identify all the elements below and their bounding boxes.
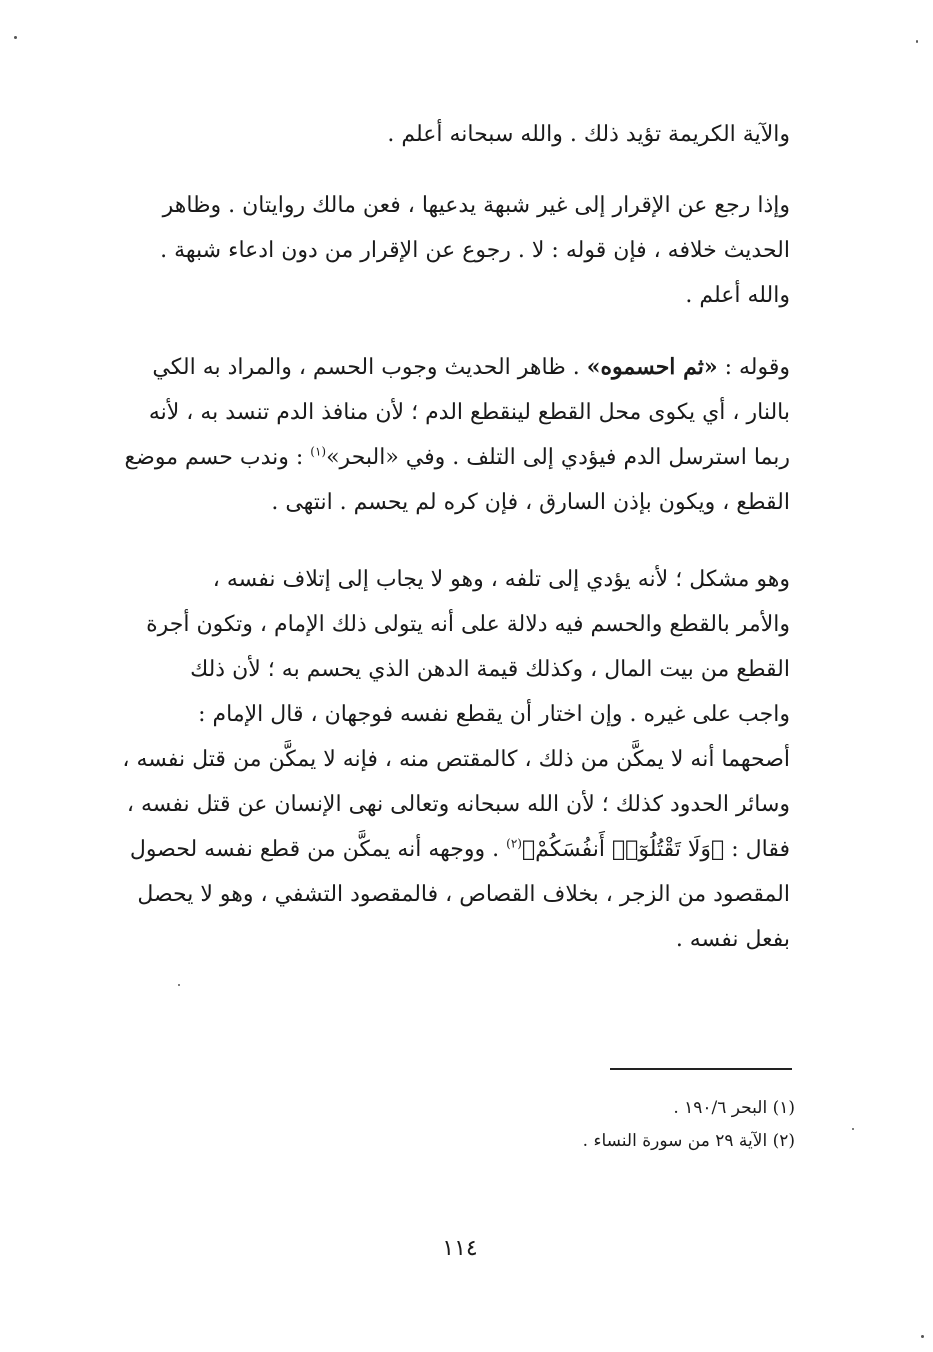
paragraph-2	[118, 183, 790, 318]
text-line: القطع من بيت المال ، وكذلك قيمة الدهن الذي يحسم به ؛ لأن ذلك	[190, 657, 790, 682]
footnotes	[400, 1092, 795, 1158]
footnote-1: (١) البحر ١٩٠/٦ .	[673, 1098, 795, 1118]
text-fragment: فقال :	[724, 837, 790, 862]
bold-phrase: «ثم احسموه»	[586, 354, 718, 380]
text-fragment: . ووجهه أنه يمكَّن من قطع نفسه لحصول	[129, 837, 507, 862]
page-number: ١١٤	[442, 1236, 478, 1261]
text-line: الحديث خلافه ، فإن قوله : لا . رجوع عن الإقرار من دون ادعاء شبهة .	[160, 238, 790, 263]
scan-speck	[852, 1128, 854, 1130]
paragraph-1	[118, 112, 790, 157]
text-line	[118, 827, 790, 872]
scan-speck	[14, 36, 17, 39]
paragraph-3	[118, 345, 790, 525]
text-fragment: وقوله :	[717, 355, 790, 380]
text-line: وإذا رجع عن الإقرار إلى غير شبهة يدعيها ، فعن مالك روايتان . وظاهر	[162, 193, 790, 218]
paragraph-4	[118, 557, 790, 962]
footnote-ref: (٢)	[506, 836, 522, 851]
text-line: واجب على غيره . وإن اختار أن يقطع نفسه فوجهان ، قال الإمام :	[198, 702, 790, 727]
text-line	[118, 435, 790, 480]
quran-quote: ﴿وَلَا تَقْتُلُوٓا۟ أَنفُسَكُمْ﴾	[521, 837, 725, 862]
scan-speck	[916, 40, 918, 43]
scan-speck	[178, 984, 180, 986]
text-line: أصحهما أنه لا يمكَّن من ذلك ، كالمقتص منه ، فإنه لا يمكَّن من قتل نفسه ،	[122, 747, 790, 772]
text-fragment: : وندب حسم موضع	[124, 445, 311, 470]
text-line: المقصود من الزجر ، بخلاف القصاص ، فالمقصود التشفي ، وهو لا يحصل	[137, 882, 790, 907]
scan-speck	[921, 1335, 924, 1338]
text-line: والأمر بالقطع والحسم فيه دلالة على أنه يتولى ذلك الإمام ، وتكون أجرة	[146, 612, 790, 637]
text-line: وسائر الحدود كذلك ؛ لأن الله سبحانه وتعالى نهى الإنسان عن قتل نفسه ،	[126, 792, 790, 817]
text-line: بالنار ، أي يكوى محل القطع لينقطع الدم ؛ لأن منافذ الدم تنسد به ، لأنه	[148, 400, 790, 425]
text-line: والله أعلم .	[685, 283, 790, 308]
footnote-2: (٢) الآية ٢٩ من سورة النساء .	[582, 1131, 795, 1151]
text-fragment: ربما استرسل الدم فيؤدي إلى التلف . وفي «البحر»	[326, 445, 790, 470]
footnote-separator	[610, 1068, 792, 1070]
text-line: والآية الكريمة تؤيد ذلك . والله سبحانه أعلم .	[387, 122, 790, 147]
text-fragment: . ظاهر الحديث وجوب الحسم ، والمراد به الكي	[152, 355, 587, 380]
text-line: بفعل نفسه .	[675, 927, 790, 952]
text-line: القطع ، ويكون بإذن السارق ، فإن كره لم يحسم . انتهى .	[271, 490, 790, 515]
text-line	[118, 345, 790, 390]
text-line: وهو مشكل ؛ لأنه يؤدي إلى تلفه ، وهو لا يجاب إلى إتلاف نفسه ،	[212, 567, 790, 592]
footnote-ref: (١)	[310, 444, 327, 459]
